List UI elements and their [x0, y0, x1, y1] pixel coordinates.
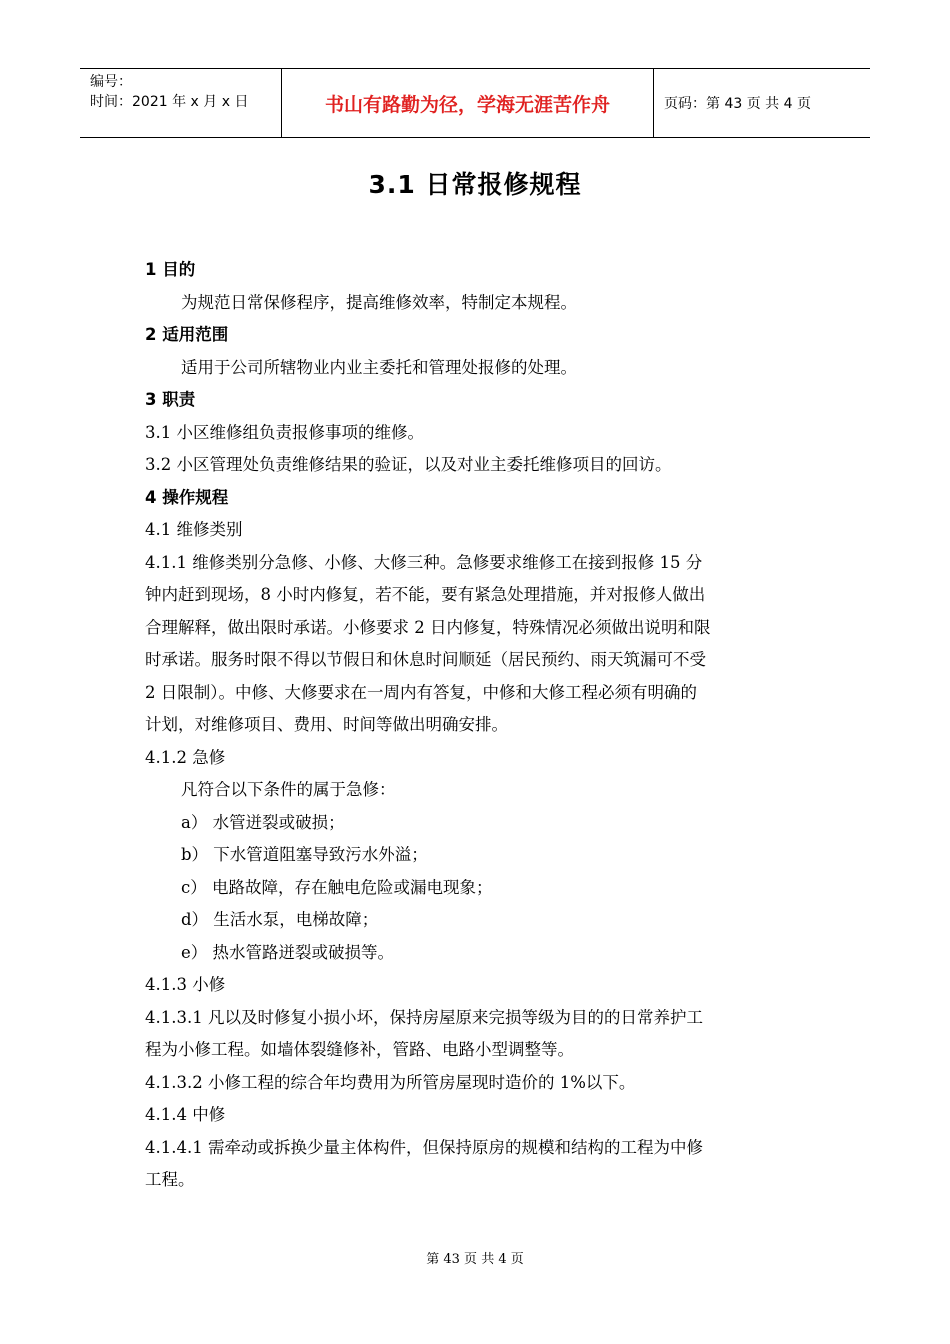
- paragraph-line: 时承诺。服务时限不得以节假日和休息时间顺延（居民预约、雨天筑漏可不受: [145, 650, 706, 669]
- date-label: 时间：2021 年 x 月 x 日: [90, 94, 249, 110]
- emergency-item-a: a） 水管迸裂或破损；: [181, 812, 345, 832]
- paragraph-4-1-1: [145, 547, 817, 742]
- paragraph-line: 2 日限制）。中修、大修要求在一周内有答复，中修和大修工程必须有明确的: [145, 682, 697, 702]
- paragraph-line: 钟内赶到现场，8 小时内修复，若不能，要有紧急处理措施，并对报修人做出: [145, 585, 706, 604]
- number-label: 编号：: [90, 74, 132, 90]
- emergency-item-e: e） 热水管路迸裂或破损等。: [181, 942, 395, 962]
- section-text-purpose: 为规范日常保修程序，提高维修效率，特制定本规程。: [181, 292, 577, 312]
- paragraph-line: 4.1.4.1 需牵动或拆换少量主体构件，但保持原房的规模和结构的工程为中修: [145, 1137, 703, 1157]
- emergency-item-d: d） 生活水泵，电梯故障；: [181, 910, 379, 929]
- paragraph-line: 计划，对维修项目、费用、时间等做出明确安排。: [145, 715, 508, 734]
- paragraph-4-1-4-1: [145, 1132, 817, 1197]
- duty-item-3-2: 3.2 小区管理处负责维修结果的验证，以及对业主委托维修项目的回访。: [145, 455, 672, 474]
- section-text-scope: 适用于公司所辖物业内业主委托和管理处报修的处理。: [181, 357, 577, 377]
- subsection-4-1-4: 4.1.4 中修: [145, 1105, 226, 1124]
- document-header: [80, 68, 870, 138]
- paragraph-line: 程为小修工程。如墙体裂缝修补，管路、电路小型调整等。: [145, 1040, 574, 1059]
- paragraph-line: 4.1.3.1 凡以及时修复小损小坏，保持房屋原来完损等级为目的的日常养护工: [145, 1007, 703, 1027]
- duty-item-3-1: 3.1 小区维修组负责报修事项的维修。: [145, 422, 424, 442]
- subsection-4-1-3: 4.1.3 小修: [145, 975, 226, 994]
- paragraph-4-1-3-1: [145, 1002, 817, 1067]
- section-heading-purpose: 1 目的: [145, 260, 196, 279]
- paragraph-line: 4.1.1 维修类别分急修、小修、大修三种。急修要求维修工在接到报修 15 分: [145, 552, 703, 572]
- paragraph-4-1-3-2: 4.1.3.2 小修工程的综合年均费用为所管房屋现时造价的 1%以下。: [145, 1072, 636, 1092]
- section-heading-scope: 2 适用范围: [145, 325, 229, 344]
- header-motto: 书山有路勤为径，学海无涯苦作舟: [281, 69, 654, 137]
- section-heading-duties: 3 职责: [145, 390, 196, 409]
- page-title: 3.1 日常报修规程: [368, 170, 582, 199]
- header-page-info: 页码：第 43 页 共 4 页: [664, 96, 811, 112]
- header-meta: [80, 69, 281, 137]
- paragraph-line: 工程。: [145, 1170, 195, 1189]
- emergency-item-c: c） 电路故障，存在触电危险或漏电现象；: [181, 877, 493, 897]
- paragraph-line: 合理解释，做出限时承诺。小修要求 2 日内修复，特殊情况必须做出说明和限: [145, 617, 711, 637]
- subsection-4-1: 4.1 维修类别: [145, 520, 243, 539]
- subsection-4-1-2: 4.1.2 急修: [145, 747, 226, 767]
- emergency-intro: 凡符合以下条件的属于急修：: [181, 780, 396, 799]
- emergency-item-b: b） 下水管道阻塞导致污水外溢；: [181, 845, 428, 864]
- page-footer: 第 43 页 共 4 页: [426, 1252, 524, 1267]
- document-body: [145, 254, 817, 1197]
- section-heading-procedure: 4 操作规程: [145, 487, 229, 507]
